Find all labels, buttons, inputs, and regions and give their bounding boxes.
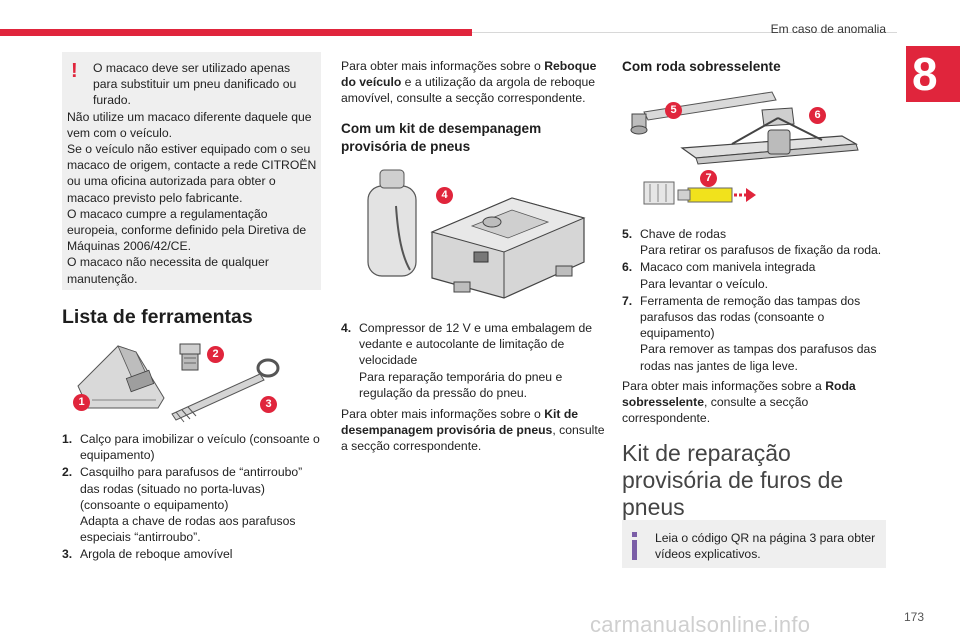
list-item [622, 259, 886, 291]
spare-wheel-list [622, 226, 886, 375]
bold-run: Roda sobresselente [622, 379, 856, 410]
tools-heading: Lista de ferramentas [62, 306, 253, 328]
jack-drawing [622, 84, 882, 214]
warning-line: Se o veículo não estiver equipado com o seu macaco de origem, contacte a rede CITROËN ou uma oficina autorizada para obter o macaco previsto pelo fabricante. [67, 142, 317, 205]
warning-line: O macaco não necessita de qualquer manutenção. [67, 255, 269, 286]
item-text: Ferramenta de remoção das tampas dos parafusos das rodas (consoante o equipamento) [640, 293, 861, 341]
text-run: , consulte a secção correspondente. [341, 423, 605, 454]
warning-box [62, 52, 321, 290]
info-icon [632, 532, 637, 560]
repair-kit-heading: Kit de reparação provisória de furos de pneus [622, 440, 844, 520]
header-accent-bar [0, 29, 472, 36]
callout-7: 7 [700, 170, 717, 187]
tools-illustration [72, 338, 282, 424]
text-run: Para obter mais informações sobre o [341, 407, 545, 421]
kit-more-paragraph [341, 406, 605, 455]
towing-paragraph [341, 58, 605, 107]
warning-line: Não utilize um macaco diferente daquele que vem com o veículo. [67, 109, 312, 140]
list-item [62, 546, 324, 562]
section-title: Em caso de anomalia [770, 22, 886, 36]
kit-list [341, 320, 603, 402]
text-run: Para obter mais informações sobre o [341, 59, 545, 73]
page-number: 173 [903, 610, 924, 624]
chapter-tab: 8 [906, 46, 960, 102]
item-text: Para levantar o veículo. [640, 276, 769, 291]
item-text: Para reparação temporária do pneu e regulação da pressão do pneu. [359, 369, 563, 400]
info-text: Leia o código QR na página 3 para obter vídeos explicativos. [655, 531, 876, 562]
callout-6: 6 [809, 107, 826, 124]
bold-run: Reboque do veículo [341, 59, 597, 90]
item-text: Casquilho para parafusos de “antirroubo” das rodas (situado no porta-luvas) (consoante o equipamento) [80, 465, 303, 512]
item-number: 7. [622, 293, 633, 308]
list-item [62, 431, 324, 463]
item-text: Compressor de 12 V e uma embalagem de vedante e autocolante de limitação de velocidade [359, 321, 593, 368]
callout-1: 1 [73, 394, 90, 411]
list-item [62, 464, 324, 545]
item-text: Argola de reboque amovível [80, 547, 233, 562]
warning-line: O macaco deve ser utilizado apenas para substituir um pneu danificado ou furado. [93, 61, 297, 108]
item-number: 1. [62, 432, 73, 446]
bold-run: Kit de desempanagem provisória de pneus [341, 407, 579, 438]
list-item [622, 293, 886, 374]
item-text: Para remover as tampas dos parafusos das rodas nas jantes de liga leve. [640, 342, 877, 373]
item-text: Calço para imobilizar o veículo (consoante o equipamento) [80, 432, 320, 463]
callout-4: 4 [436, 187, 453, 204]
callout-3: 3 [260, 396, 277, 413]
warning-text [67, 60, 317, 287]
watermark: carmanualsonline.info [590, 612, 811, 637]
jack-illustration [622, 84, 882, 214]
text-run: Para obter mais informações sobre a [622, 379, 826, 393]
callout-2: 2 [207, 346, 224, 363]
item-number: 6. [622, 260, 633, 275]
item-number: 3. [62, 547, 73, 562]
text-run: , consulte a secção correspondente. [622, 395, 809, 426]
compressor-illustration [362, 166, 592, 306]
item-number: 4. [341, 321, 352, 335]
callout-5: 5 [665, 102, 682, 119]
list-item [622, 226, 886, 258]
item-text: Para retirar os parafusos de fixação da roda. [640, 243, 882, 258]
item-text: Adapta a chave de rodas aos parafusos especiais “antirroubo”. [80, 514, 296, 545]
tools-drawing [72, 338, 282, 424]
item-text: Chave de rodas [640, 227, 727, 241]
item-number: 5. [622, 227, 633, 241]
text-run: e a utilização da argola de reboque amovível, consulte a secção correspondente. [341, 75, 596, 106]
spare-wheel-heading: Com roda sobresselente [622, 59, 781, 74]
compressor-drawing [362, 166, 592, 306]
warning-icon: ! [71, 60, 78, 82]
warning-line: O macaco cumpre a regulamentação europeia, conforme definido pela Diretiva de Máquinas 2006/42/CE. [67, 206, 307, 254]
tools-list [62, 431, 324, 564]
item-text: Macaco com manivela integrada [640, 260, 816, 275]
spare-more-paragraph [622, 378, 886, 427]
item-number: 2. [62, 465, 73, 480]
info-box [622, 520, 886, 568]
kit-heading: Com um kit de desempanagem provisória de pneus [341, 121, 542, 154]
list-item [341, 320, 603, 401]
